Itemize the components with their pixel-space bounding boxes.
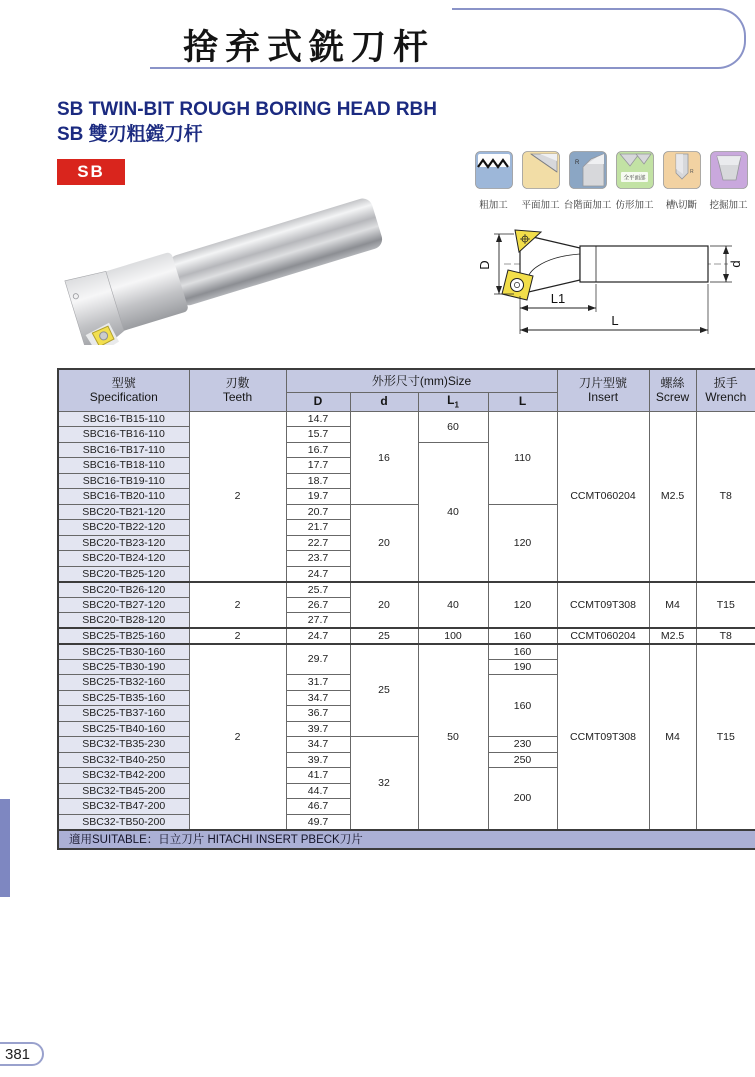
value-cell: 19.7 (286, 489, 350, 505)
suitable-note: 適用SUITABLE：日立刀片 HITACHI INSERT PBECK刀片 (58, 830, 755, 849)
series-badge: SB (57, 159, 125, 185)
value-cell: 2 (189, 644, 286, 830)
rough-machining-icon (475, 151, 513, 194)
spec-cell: SBC32-TB40-250 (58, 752, 189, 768)
value-cell: 60 (418, 411, 488, 442)
value-cell: 27.7 (286, 613, 350, 629)
machining-icon-label: 槽\切斷 (665, 200, 698, 211)
dim-label-L: L (611, 313, 619, 328)
profiling-machining-icon (616, 151, 654, 194)
value-cell: 230 (488, 737, 557, 753)
profiling-machining-icon-item (611, 151, 658, 211)
value-cell: 250 (488, 752, 557, 768)
value-cell: 160 (488, 644, 557, 660)
milling-tool-photo (52, 190, 394, 345)
value-cell: 34.7 (286, 737, 350, 753)
col-header-wrench: 扳手 Wrench (696, 369, 755, 411)
value-cell: 34.7 (286, 690, 350, 706)
value-cell: 49.7 (286, 814, 350, 830)
svg-text:R: R (574, 160, 579, 166)
slot-cutoff-machining-icon (663, 151, 701, 194)
value-cell: 14.7 (286, 411, 350, 427)
value-cell: 190 (488, 659, 557, 675)
col-header-specification: 型號 Specification (58, 369, 189, 411)
value-cell: 120 (488, 582, 557, 629)
table-body (58, 411, 755, 849)
value-cell: 41.7 (286, 768, 350, 784)
col-header-screw: 螺絲 Screw (649, 369, 696, 411)
spec-cell: SBC20-TB27-120 (58, 597, 189, 613)
spec-cell: SBC16-TB16-110 (58, 427, 189, 443)
dim-label-L1: L1 (550, 291, 566, 306)
value-cell: 100 (418, 628, 488, 644)
spec-cell: SBC32-TB45-200 (58, 783, 189, 799)
value-cell: T8 (696, 628, 755, 644)
dim-label-d: d (728, 260, 743, 268)
machining-icon-label: 平面加工 (521, 200, 560, 211)
value-cell: 25.7 (286, 582, 350, 598)
spec-cell: SBC16-TB18-110 (58, 458, 189, 474)
spec-cell: SBC32-TB42-200 (58, 768, 189, 784)
dimension-drawing (458, 204, 755, 346)
value-cell: 39.7 (286, 721, 350, 737)
value-cell: 46.7 (286, 799, 350, 815)
value-cell: T15 (696, 644, 755, 830)
machining-icon-label: 粗加工 (479, 200, 508, 211)
value-cell: CCMT060204 (557, 628, 649, 644)
spec-cell: SBC25-TB30-190 (58, 659, 189, 675)
machining-icon-label: 仿形加工 (615, 200, 654, 211)
pocket-machining-icon (710, 151, 748, 194)
value-cell: CCMT060204 (557, 411, 649, 582)
table-row (58, 628, 755, 644)
page-number: 381 (5, 1045, 31, 1063)
pocket-machining-icon-item (705, 151, 752, 211)
value-cell: 24.7 (286, 628, 350, 644)
value-cell: 200 (488, 768, 557, 830)
spec-cell: SBC16-TB17-110 (58, 442, 189, 458)
value-cell: 120 (488, 504, 557, 582)
table-row (58, 582, 755, 598)
subtitle-zh: SB 雙刃粗鏜刀杆 (57, 123, 203, 145)
step-face-machining-icon (569, 151, 607, 194)
page-title: 捨弃式銑刀杆 (183, 28, 436, 67)
value-cell: 160 (488, 675, 557, 737)
spec-cell: SBC16-TB19-110 (58, 473, 189, 489)
value-cell: 16 (350, 411, 418, 504)
value-cell: M2.5 (649, 411, 696, 582)
value-cell: CCMT09T308 (557, 582, 649, 629)
col-header-L1: $L_1$ (418, 392, 488, 411)
specification-table (57, 368, 755, 850)
value-cell: 2 (189, 628, 286, 644)
side-tab-bar (0, 799, 10, 897)
value-cell: 44.7 (286, 783, 350, 799)
value-cell: M2.5 (649, 628, 696, 644)
spec-cell: SBC32-TB50-200 (58, 814, 189, 830)
svg-text:全平面部: 全平面部 (622, 175, 646, 182)
spec-cell: SBC20-TB23-120 (58, 535, 189, 551)
col-header-teeth: 刃數 Teeth (189, 369, 286, 411)
value-cell: 21.7 (286, 520, 350, 536)
subtitle-en: SB TWIN-BIT ROUGH BORING HEAD RBH (57, 99, 437, 120)
value-cell: 50 (418, 644, 488, 830)
col-header-L: L (488, 392, 557, 411)
value-cell: 20 (350, 504, 418, 582)
value-cell: 24.7 (286, 566, 350, 582)
value-cell: 40 (418, 442, 488, 582)
table-row (58, 644, 755, 660)
value-cell: 23.7 (286, 551, 350, 567)
value-cell: 29.7 (286, 644, 350, 675)
value-cell: 20.7 (286, 504, 350, 520)
dim-label-D: D (477, 260, 492, 270)
machining-icon-label: 台階面加工 (563, 200, 612, 211)
spec-cell: SBC25-TB25-160 (58, 628, 189, 644)
spec-cell: SBC25-TB35-160 (58, 690, 189, 706)
value-cell: 31.7 (286, 675, 350, 691)
value-cell: CCMT09T308 (557, 644, 649, 830)
suitable-note-row (58, 830, 755, 849)
spec-cell: SBC25-TB40-160 (58, 721, 189, 737)
spec-cell: SBC25-TB32-160 (58, 675, 189, 691)
value-cell: 40 (418, 582, 488, 629)
page-number-pill (0, 1042, 44, 1066)
product-subtitle (57, 98, 437, 147)
value-cell: 39.7 (286, 752, 350, 768)
value-cell: 26.7 (286, 597, 350, 613)
spec-cell: SBC20-TB24-120 (58, 551, 189, 567)
value-cell: 32 (350, 737, 418, 830)
svg-text:R: R (689, 169, 694, 175)
value-cell: T8 (696, 411, 755, 582)
spec-cell: SBC20-TB21-120 (58, 504, 189, 520)
value-cell: 110 (488, 411, 557, 504)
table-row (58, 411, 755, 427)
face-machining-icon-item (517, 151, 564, 211)
spec-cell: SBC25-TB37-160 (58, 706, 189, 722)
spec-cell: SBC20-TB22-120 (58, 520, 189, 536)
machining-icons-row (470, 151, 752, 211)
value-cell: M4 (649, 582, 696, 629)
step-face-machining-icon-item (564, 151, 611, 211)
value-cell: 2 (189, 582, 286, 629)
col-header-d: d (350, 392, 418, 411)
col-header-insert: 刀片型號 Insert (557, 369, 649, 411)
value-cell: 15.7 (286, 427, 350, 443)
table-header (58, 369, 755, 411)
value-cell: 22.7 (286, 535, 350, 551)
spec-cell: SBC32-TB47-200 (58, 799, 189, 815)
spec-cell: SBC16-TB20-110 (58, 489, 189, 505)
value-cell: 160 (488, 628, 557, 644)
value-cell: 36.7 (286, 706, 350, 722)
spec-cell: SBC16-TB15-110 (58, 411, 189, 427)
spec-cell: SBC20-TB26-120 (58, 582, 189, 598)
spec-cell: SBC25-TB30-160 (58, 644, 189, 660)
machining-icon-label: 挖掘加工 (709, 200, 748, 211)
shank-outline (580, 246, 708, 282)
title-border-decor (452, 8, 746, 69)
value-cell: 17.7 (286, 458, 350, 474)
technical-drawing (458, 204, 755, 351)
col-header-size-group: 外形尺寸(mm)Size (286, 369, 557, 392)
slot-cutoff-machining-icon-item (658, 151, 705, 211)
value-cell: 2 (189, 411, 286, 582)
spec-cell: SBC20-TB28-120 (58, 613, 189, 629)
value-cell: 25 (350, 628, 418, 644)
value-cell: M4 (649, 644, 696, 830)
value-cell: 25 (350, 644, 418, 737)
face-machining-icon (522, 151, 560, 194)
value-cell: 18.7 (286, 473, 350, 489)
spec-cell: SBC32-TB35-230 (58, 737, 189, 753)
value-cell: 20 (350, 582, 418, 629)
rough-machining-icon-item (470, 151, 517, 211)
col-header-D: D (286, 392, 350, 411)
value-cell: 16.7 (286, 442, 350, 458)
product-photo (52, 190, 394, 350)
spec-cell: SBC20-TB25-120 (58, 566, 189, 582)
value-cell: T15 (696, 582, 755, 629)
